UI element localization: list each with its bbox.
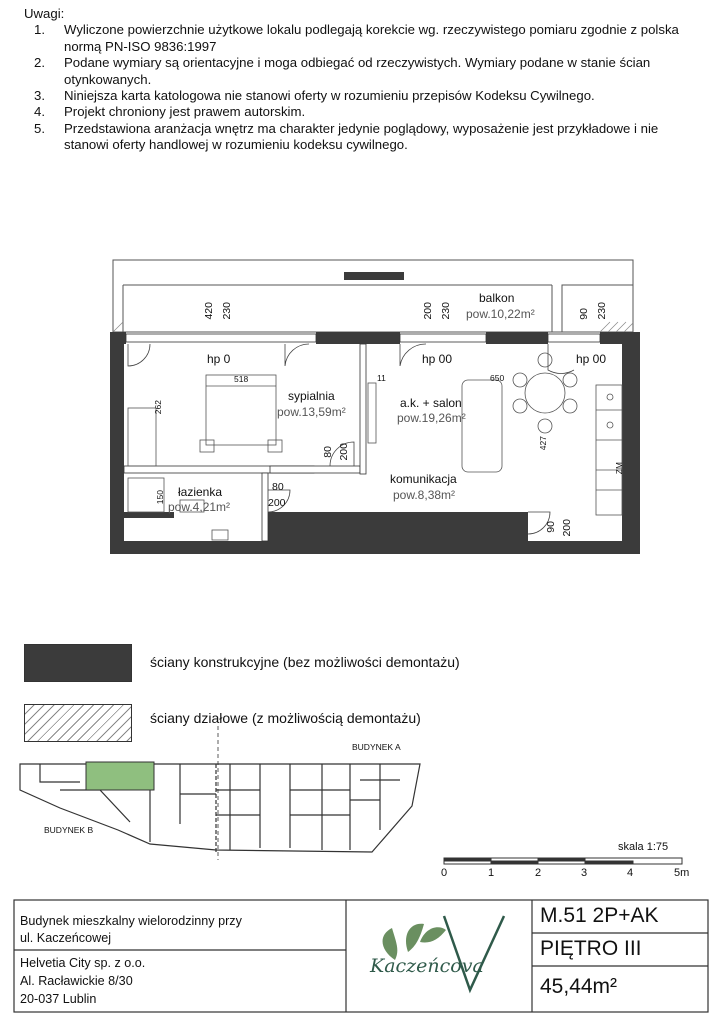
door-height: 200 [338, 443, 350, 461]
window-width: 200 [422, 302, 434, 320]
scale-tick: 5m [674, 867, 690, 879]
legend-structural: ściany konstrukcyjne (bez możliwości demontażu) [150, 654, 460, 670]
notes-title: Uwagi: [24, 6, 65, 21]
legend-partition: ściany działowe (z możliwością demontażu) [150, 710, 421, 726]
room-area-bathroom: pow.4,21m² [168, 500, 231, 514]
note-text: Przedstawiona aranżacja wnętrz ma charakter jedynie poglądowy, wyposażenie jest przykładowe i nie stanowi oferty handlowej w rozumieniu kodeksu cywilnego. [64, 120, 659, 153]
scale-tick: 3 [581, 867, 588, 879]
door-width: 80 [322, 446, 334, 458]
note-number: 5. [34, 120, 45, 136]
scale-tick: 4 [627, 867, 634, 879]
bath-dim: 150 [155, 490, 165, 505]
scale-label: skala 1:75 [618, 841, 669, 853]
company-name: Helvetia City sp. z o.o. [20, 956, 146, 970]
note-number: 2. [34, 55, 45, 71]
company-address: Al. Racławickie 8/30 [20, 974, 133, 988]
scale-tick: 2 [535, 867, 542, 879]
room-area-balcony: pow.10,22m² [466, 307, 535, 321]
window-height: 230 [596, 302, 608, 320]
building-line1: Budynek mieszkalny wielorodzinny przy [20, 914, 242, 928]
scale-tick: 0 [441, 867, 448, 879]
room-name-bathroom: łazienka [178, 485, 223, 499]
room-area-hall: pow.8,38m² [393, 488, 456, 502]
door-height: 200 [561, 519, 573, 537]
door-width: 80 [272, 481, 284, 493]
room-area-living: pow.19,26m² [397, 411, 466, 425]
note-text: Projekt chroniony jest prawem autorskim. [64, 104, 306, 120]
note-text: Podane wymiary są orientacyjne i moga odbiegać od rzeczywistych. Wymiary podane w stanie ścian otynkowanych. [64, 55, 651, 87]
brand-name: Kaczeńcova [370, 955, 484, 977]
hp-label: hp 00 [422, 352, 453, 366]
door-height: 200 [268, 497, 286, 509]
brand-logo-v [444, 916, 504, 990]
bed-width-dim: 518 [234, 374, 249, 384]
room-name-hall: komunikacja [390, 472, 457, 486]
hp-label: hp 0 [207, 352, 231, 366]
company-city: 20-037 Lublin [20, 992, 97, 1006]
note-number: 4. [34, 104, 45, 120]
window-width: 420 [203, 302, 215, 320]
note-number: 1. [34, 22, 45, 38]
note-text: Niniejsza karta katologowa nie stanowi oferty w rozumieniu przepisów Kodeksu Cywilnego. [64, 88, 595, 104]
building-b-label: BUDYNEK B [44, 825, 94, 835]
room-name-bedroom: sypialnia [288, 389, 335, 403]
window-width: 90 [578, 308, 590, 320]
wall-dim: 11 [377, 373, 386, 383]
window-height: 230 [440, 302, 452, 320]
living-width-dim: 650 [490, 373, 505, 383]
total-area: 45,44m² [540, 975, 618, 998]
door-width: 90 [545, 521, 557, 533]
hp-label: hp 00 [576, 352, 607, 366]
note-text: Wyliczone powierzchnie użytkowe lokalu podlegają korekcie wg. rzeczywistego pomiaru zgodnie z polska normą PN-ISO 9836:1997 [64, 22, 679, 54]
floor-label: PIĘTRO III [540, 937, 642, 960]
room-name-living: a.k. + salon [400, 396, 462, 410]
room-name-balcony: balkon [479, 291, 515, 305]
living-depth-dim: 427 [538, 436, 548, 451]
window-height: 230 [221, 302, 233, 320]
unit-code: M.51 2P+AK [540, 904, 659, 927]
note-number: 3. [34, 88, 45, 104]
room-area-bedroom: pow.13,59m² [277, 405, 346, 419]
building-line2: ul. Kaczeńcowej [20, 931, 112, 945]
scale-tick: 1 [488, 867, 495, 879]
building-a-label: BUDYNEK A [352, 742, 401, 752]
zm-label: ZM [614, 462, 624, 475]
bedroom-depth-dim: 262 [153, 400, 163, 415]
